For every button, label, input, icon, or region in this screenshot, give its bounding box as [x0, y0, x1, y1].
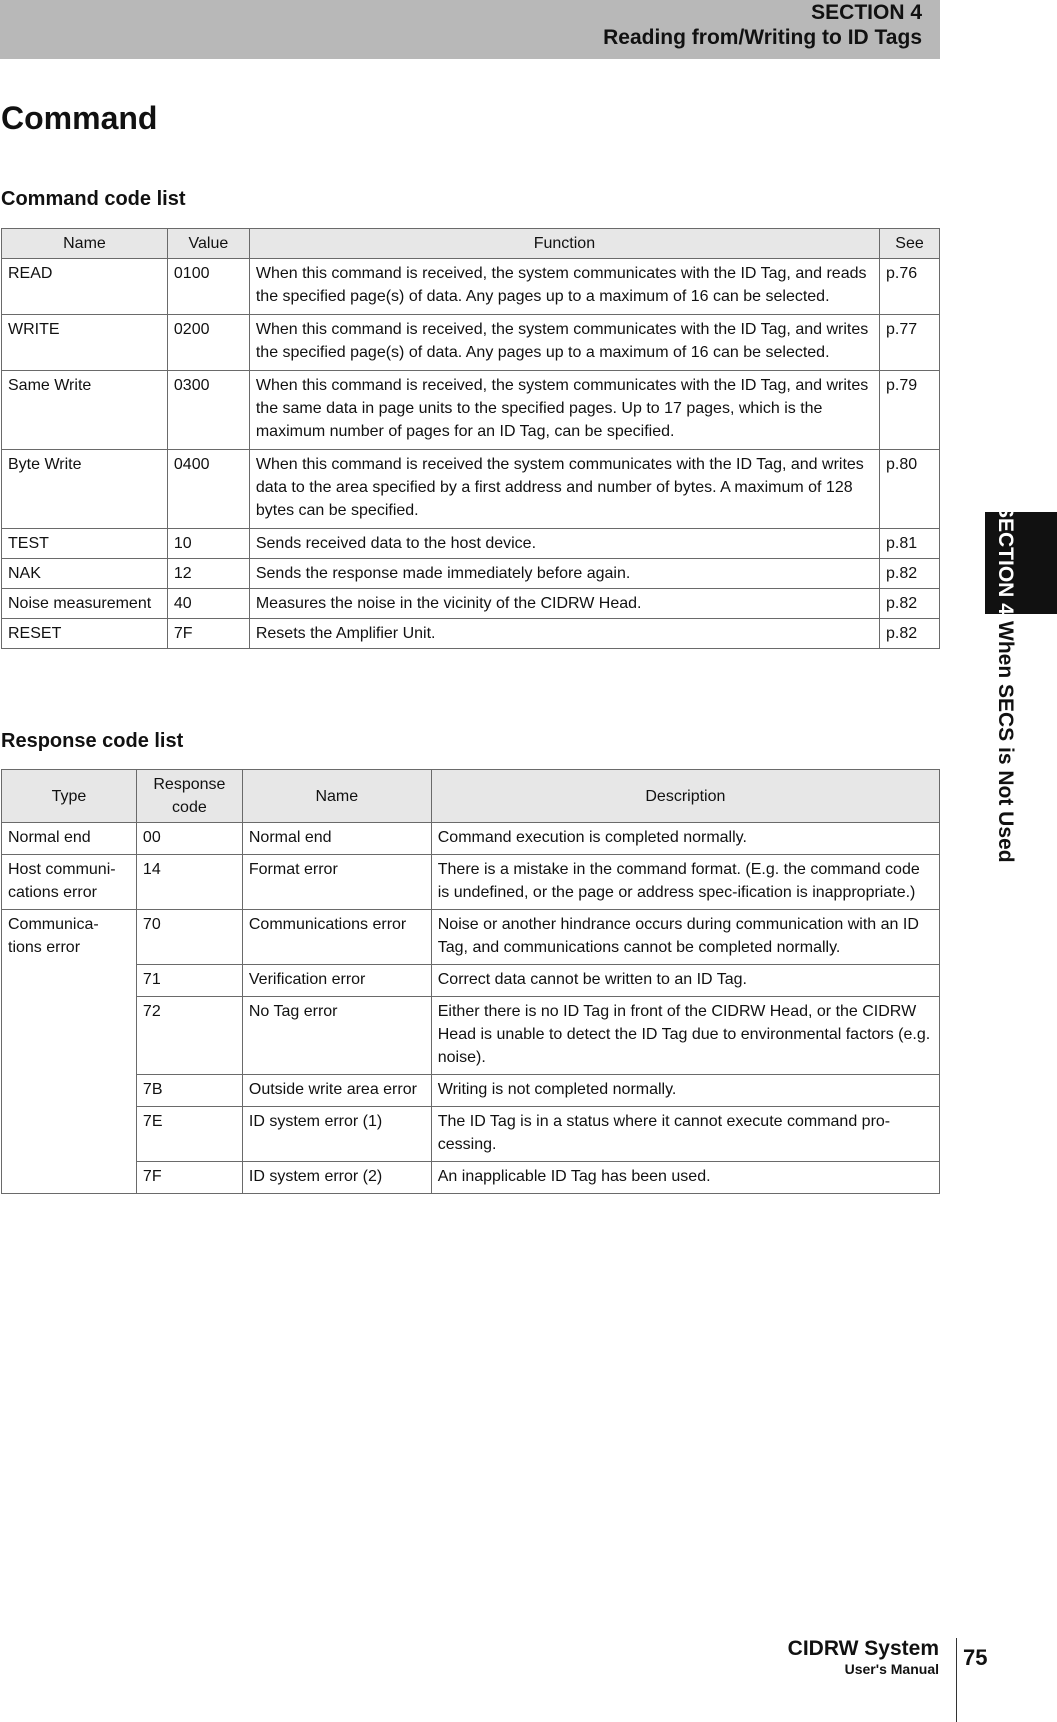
cell-description: An inapplicable ID Tag has been used.	[431, 1162, 939, 1194]
cell-name: ID system error (1)	[242, 1107, 431, 1162]
table-row	[2, 1162, 940, 1194]
cell-value: 0400	[167, 450, 249, 529]
response-list-title: Response code list	[1, 730, 184, 752]
footer-manual: User's Manual	[844, 1661, 939, 1677]
cell-code: 71	[136, 965, 242, 997]
col-header-description: Description	[431, 770, 939, 823]
cell-name: Byte Write	[2, 450, 168, 529]
cell-code: 14	[136, 855, 242, 910]
cell-value: 7F	[167, 619, 249, 649]
cell-value: 0300	[167, 371, 249, 450]
cell-see: p.81	[880, 529, 940, 559]
cell-name: READ	[2, 259, 168, 315]
cell-name: WRITE	[2, 315, 168, 371]
table-row	[2, 823, 940, 855]
header-subtitle: Reading from/Writing to ID Tags	[603, 26, 922, 49]
cell-code: 00	[136, 823, 242, 855]
cell-name: No Tag error	[242, 997, 431, 1075]
cell-function: When this command is received, the system communicates with the ID Tag, and writes the specified page(s) of data. Any pages up to a maximum of 16 can be selected.	[249, 315, 879, 371]
cell-function: Sends received data to the host device.	[249, 529, 879, 559]
cell-function: Resets the Amplifier Unit.	[249, 619, 879, 649]
table-row	[2, 589, 940, 619]
cell-description: Either there is no ID Tag in front of the CIDRW Head, or the CIDRW Head is unable to detect the ID Tag due to environmental factors (e.g. noise).	[431, 997, 939, 1075]
table-row	[2, 315, 940, 371]
cell-see: p.76	[880, 259, 940, 315]
table-row	[2, 559, 940, 589]
cell-see: p.79	[880, 371, 940, 450]
cell-value: 12	[167, 559, 249, 589]
cell-code: 72	[136, 997, 242, 1075]
cell-type: Communica-tions error	[2, 910, 137, 1194]
cell-code: 7F	[136, 1162, 242, 1194]
table-row	[2, 965, 940, 997]
col-header-type: Type	[2, 770, 137, 823]
cell-name: ID system error (2)	[242, 1162, 431, 1194]
table-row	[2, 529, 940, 559]
table-row	[2, 371, 940, 450]
cell-name: NAK	[2, 559, 168, 589]
table-header-row	[2, 229, 940, 259]
table-row	[2, 910, 940, 965]
response-code-table	[1, 769, 940, 1194]
cell-name: Verification error	[242, 965, 431, 997]
cell-name: RESET	[2, 619, 168, 649]
table-row	[2, 1107, 940, 1162]
cell-function: Sends the response made immediately before again.	[249, 559, 879, 589]
table-row	[2, 1075, 940, 1107]
table-row	[2, 997, 940, 1075]
header-text	[603, 0, 922, 50]
cell-code: 7E	[136, 1107, 242, 1162]
footer-divider	[956, 1638, 957, 1722]
command-code-table	[1, 228, 940, 649]
cell-name: Communications error	[242, 910, 431, 965]
col-header-response-code: Response code	[136, 770, 242, 823]
cell-name: TEST	[2, 529, 168, 559]
cell-description: Noise or another hindrance occurs during communication with an ID Tag, and communications cannot be completed normally.	[431, 910, 939, 965]
header-bar	[0, 0, 940, 59]
header-section: SECTION 4	[811, 1, 922, 24]
col-header-function: Function	[249, 229, 879, 259]
cell-description: Command execution is completed normally.	[431, 823, 939, 855]
cell-code: 7B	[136, 1075, 242, 1107]
table-header-row	[2, 770, 940, 823]
cell-function: When this command is received, the system communicates with the ID Tag, and writes the same data in page units to the specified pages. Up to 17 pages, which is the maximum number of pages for an ID Tag, can be specified.	[249, 371, 879, 450]
cell-description: Correct data cannot be written to an ID Tag.	[431, 965, 939, 997]
page-number: 75	[963, 1645, 988, 1670]
cell-name: Format error	[242, 855, 431, 910]
cell-description: Writing is not completed normally.	[431, 1075, 939, 1107]
cell-see: p.82	[880, 589, 940, 619]
cell-see: p.80	[880, 450, 940, 529]
command-list-title: Command code list	[1, 188, 186, 210]
cell-description: The ID Tag is in a status where it cannot execute command pro-cessing.	[431, 1107, 939, 1162]
cell-description: There is a mistake in the command format. (E.g. the command code is undefined, or the page or address spec-ification is inappropriate.)	[431, 855, 939, 910]
cell-value: 0200	[167, 315, 249, 371]
cell-value: 0100	[167, 259, 249, 315]
side-tab-section: SECTION 4	[994, 504, 1017, 615]
footer-brand	[788, 1637, 939, 1677]
cell-name: Outside write area error	[242, 1075, 431, 1107]
col-header-see: See	[880, 229, 940, 259]
table-row	[2, 259, 940, 315]
col-header-name: Name	[242, 770, 431, 823]
side-tab-text: When SECS is Not Used	[994, 620, 1017, 863]
cell-name: Noise measurement	[2, 589, 168, 619]
section-side-label	[987, 504, 1023, 862]
col-header-value: Value	[167, 229, 249, 259]
cell-value: 40	[167, 589, 249, 619]
cell-see: p.77	[880, 315, 940, 371]
cell-value: 10	[167, 529, 249, 559]
cell-see: p.82	[880, 619, 940, 649]
cell-function: Measures the noise in the vicinity of the CIDRW Head.	[249, 589, 879, 619]
cell-type: Normal end	[2, 823, 137, 855]
col-header-name: Name	[2, 229, 168, 259]
cell-function: When this command is received the system communicates with the ID Tag, and writes data to the area specified by a first address and number of bytes. A maximum of 128 bytes can be specified.	[249, 450, 879, 529]
cell-see: p.82	[880, 559, 940, 589]
cell-code: 70	[136, 910, 242, 965]
table-row	[2, 619, 940, 649]
cell-function: When this command is received, the system communicates with the ID Tag, and reads the specified page(s) of data. Any pages up to a maximum of 16 can be selected.	[249, 259, 879, 315]
cell-name: Same Write	[2, 371, 168, 450]
table-row	[2, 450, 940, 529]
table-row	[2, 855, 940, 910]
footer-system: CIDRW System	[787, 1637, 939, 1660]
page-title: Command	[1, 100, 158, 136]
cell-name: Normal end	[242, 823, 431, 855]
cell-type: Host communi-cations error	[2, 855, 137, 910]
